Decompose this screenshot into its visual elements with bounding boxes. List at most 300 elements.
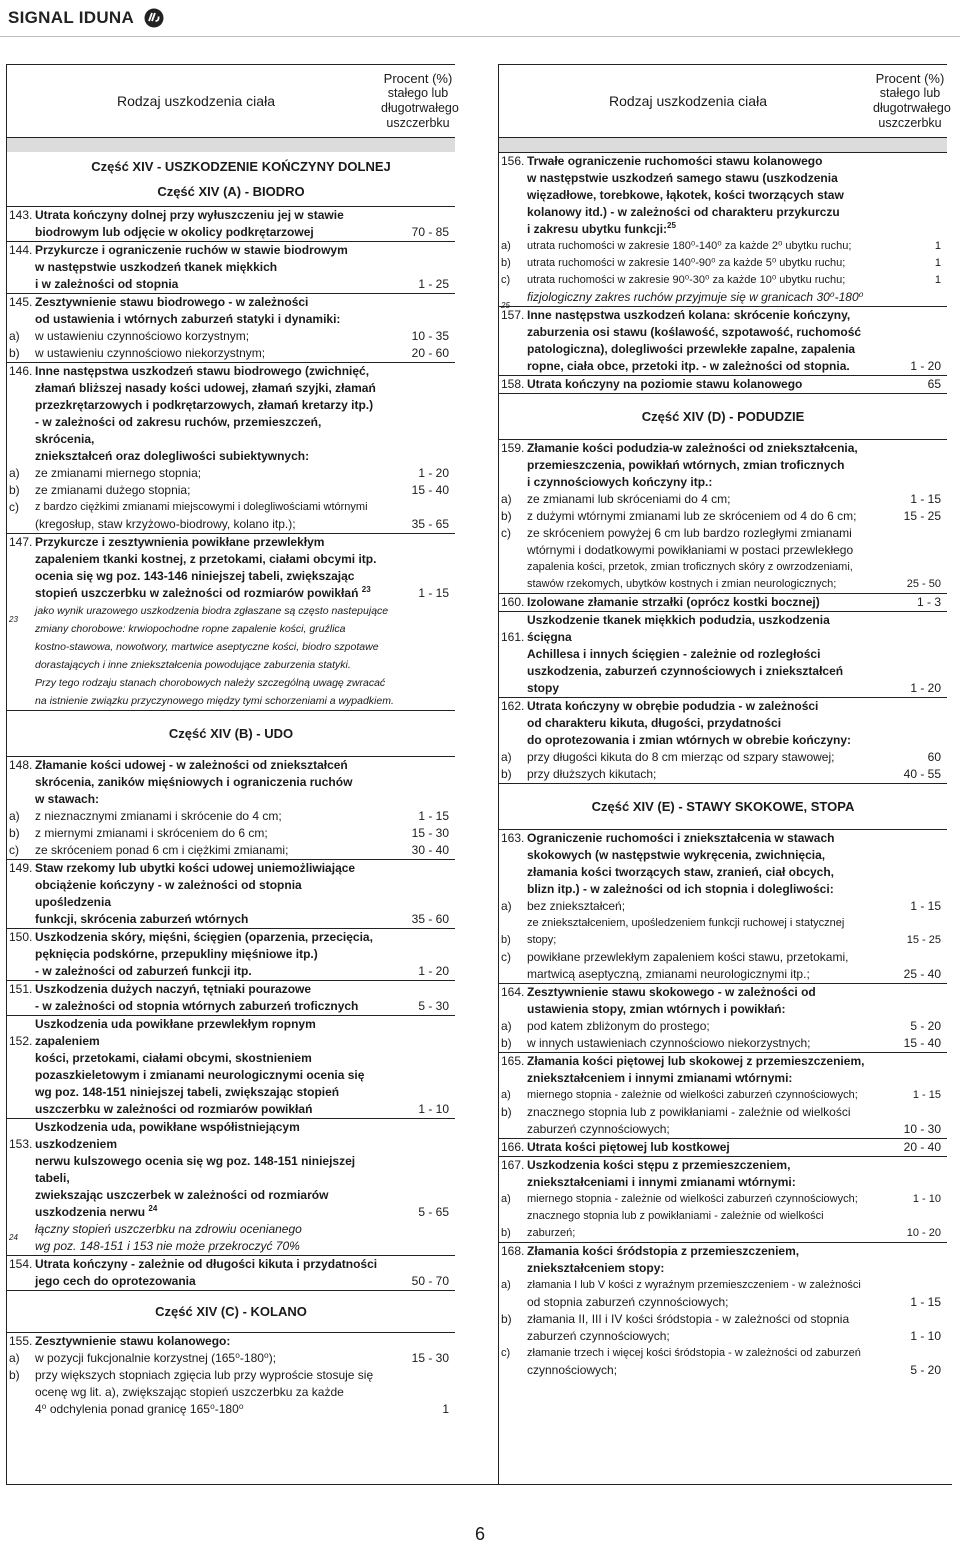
table-row — [499, 238, 947, 255]
item-text: zaburzenia osi stawu (koślawość, szpotawość, ruchomość — [527, 325, 862, 339]
item-number: a) — [501, 1019, 512, 1033]
item-number: 166. — [501, 1140, 525, 1154]
item-text: kolanowy itd.) - w zależności od charakteru przykurczu — [527, 205, 840, 219]
entry-166 — [499, 1138, 947, 1156]
table-row — [7, 276, 455, 293]
item-number: c) — [501, 274, 511, 286]
table-row — [499, 358, 947, 375]
table-row — [7, 311, 455, 328]
table-row — [499, 915, 947, 949]
item-text: od charakteru kikuta, długości, przydatności — [527, 716, 782, 730]
value-151: 5 - 30 — [418, 999, 449, 1013]
table-row — [499, 153, 947, 170]
table-row — [7, 929, 455, 946]
item-number: a) — [9, 466, 20, 480]
table-row — [7, 1350, 455, 1367]
item-text: i zakresu ubytku funkcji: — [527, 222, 668, 236]
item-text: obciążenie kończyny - w zależności od stopnia upośledzenia — [35, 878, 302, 909]
table-row — [7, 1050, 455, 1067]
percent-header-l2: stałego lub — [879, 86, 941, 100]
table-row — [7, 1016, 455, 1050]
item-text: pęknięcia podskórne, przepukliny mięśniowe itp.) — [35, 947, 318, 961]
table-row — [499, 749, 947, 766]
entry-158 — [499, 375, 947, 393]
table-row — [499, 1294, 947, 1311]
item-text: złamań bliższej nasady kości udowej, złamań szyjki, złamań — [35, 381, 376, 395]
table-row — [7, 1084, 455, 1101]
table-row — [7, 551, 455, 568]
table-row: 25 fizjologiczny zakres ruchów przyjmuje się w granicach 30⁰-180⁰ — [499, 289, 947, 306]
item-text: czynnościowych; — [527, 1363, 618, 1377]
item-text: Utrata kończyny - zależnie od długości kikuta i przydatności — [35, 1257, 378, 1271]
table-row — [7, 860, 455, 877]
table-row — [499, 847, 947, 864]
entry-164 — [499, 983, 947, 1052]
item-number: 159. — [501, 441, 525, 455]
value-159a: 1 - 15 — [910, 492, 941, 506]
item-text: złamania kości tworzących staw, zranień, ciał obcych, — [527, 865, 835, 879]
item-number: a) — [501, 1279, 511, 1291]
value-163a: 1 - 15 — [910, 899, 941, 913]
entry-160 — [499, 593, 947, 611]
value-168b: 1 - 10 — [910, 1329, 941, 1343]
value-164b: 15 - 40 — [903, 1036, 941, 1050]
item-text: Zesztywnienie stawu biodrowego - w zależności — [35, 295, 309, 309]
item-number: a) — [501, 1193, 511, 1205]
table-row — [7, 482, 455, 499]
table-row — [7, 1153, 455, 1187]
table-row — [7, 946, 455, 963]
brand-name: SIGNAL IDUNA — [8, 8, 135, 27]
item-number: a) — [9, 809, 20, 823]
value-148c: 30 - 40 — [411, 843, 449, 857]
value-159c: 25 - 50 — [906, 578, 941, 590]
value-144: 1 - 25 — [418, 277, 449, 291]
value-168a: 1 - 15 — [910, 1295, 941, 1309]
table-row — [7, 757, 455, 774]
entry-163 — [499, 829, 947, 983]
item-text: powikłane przewlekłym zapaleniem kości stawu, przetokami, — [527, 950, 849, 964]
percent-header — [873, 71, 951, 131]
item-text: ropne, ciała obce, przetoki itp. - w zależności od stopnia. — [527, 359, 850, 373]
item-text: ze skróceniem ponad 6 cm i ciężkimi zmianami; — [35, 843, 289, 857]
table-row — [7, 963, 455, 980]
table-row — [499, 1087, 947, 1104]
table-row: 24 łączny stopień uszczerbku na zdrowiu ocenianego — [7, 1221, 455, 1238]
part-title-d: Część XIV (D) - PODUDZIE — [641, 409, 805, 424]
table-row — [7, 1367, 455, 1384]
item-number: b) — [501, 1312, 512, 1326]
item-text: kości, przetokami, ciałami obcymi, skostnieniem — [35, 1051, 312, 1065]
item-number: b) — [501, 1036, 512, 1050]
table-row — [7, 499, 455, 516]
item-text — [35, 585, 383, 602]
item-text: od stopnia zaburzeń czynnościowych; — [527, 1295, 729, 1309]
item-number: 163. — [501, 831, 525, 845]
table-row — [499, 732, 947, 749]
item-text: przezkrętarzowych i podkrętarzowych, złamań kretarzy itp.) — [35, 398, 374, 412]
table-row — [499, 474, 947, 491]
item-text: przy dłuższych kikutach; — [527, 767, 657, 781]
value-152: 1 - 10 — [418, 1102, 449, 1116]
table-row — [7, 1273, 455, 1290]
table-row — [7, 1238, 455, 1255]
table-row — [7, 674, 455, 692]
table-row — [7, 998, 455, 1015]
item-text: Uszkodzenia uda, powikłane współistniejącym uszkodzeniem — [35, 1120, 300, 1151]
item-text: i w zależności od stopnia — [35, 277, 179, 291]
gray-band — [499, 138, 947, 152]
value-156a: 1 — [934, 240, 941, 252]
item-number: 148. — [9, 758, 33, 772]
item-text: uszkodzenia nerwu — [35, 1205, 146, 1219]
item-text: Ograniczenie ruchomości i zniekształcenia w stawach — [527, 831, 835, 845]
table-row — [7, 656, 455, 674]
table-row: 23 jako wynik urazowego uszkodzenia biodra zgłaszane są często nastepujące — [7, 602, 455, 620]
item-text: Utrata kończyny w obrębie podudzia - w zależności — [527, 699, 819, 713]
item-text: znacznego stopnia lub z powikłaniami - zależnie od wielkości — [527, 1105, 851, 1119]
item-text: kostno-stawowa, nowotwory, martwice aseptyczne kości, biodro szpotawe — [35, 641, 379, 653]
item-text: Przykurcze i ograniczenie ruchów w stawie biodrowym — [35, 243, 348, 257]
table-row — [499, 1035, 947, 1052]
item-number: a) — [501, 240, 511, 252]
value-149: 35 - 60 — [411, 912, 449, 926]
value-162b: 40 - 55 — [903, 767, 941, 781]
table-row — [7, 911, 455, 928]
item-text: Uszkodzenia uda powikłane przewlekłym ropnym zapaleniem — [35, 1017, 316, 1048]
value-147: 1 - 15 — [418, 586, 449, 600]
item-text: wg poz. 148-151 i 153 nie może przekroczyć 70% — [35, 1239, 300, 1253]
table-row — [499, 559, 947, 576]
item-number: 160. — [501, 595, 525, 609]
bottom-divider — [6, 1484, 952, 1485]
item-number: 168. — [501, 1244, 525, 1258]
table-row — [7, 1187, 455, 1204]
item-number: b) — [501, 934, 511, 946]
table-row — [499, 440, 947, 457]
item-number: 157. — [501, 308, 525, 322]
item-number: b) — [9, 483, 20, 497]
item-text: - w zależności od stopnia wtórnych zaburzeń troficznych — [35, 999, 359, 1013]
table-row — [499, 542, 947, 559]
table-row — [7, 414, 455, 448]
item-text: ocenę wg lit. a), zwiększając stopień uszczerbku za każde — [35, 1385, 344, 1399]
entry-165 — [499, 1052, 947, 1138]
item-text: miernego stopnia - zależnie od wielkości zaburzeń czynnościowych; — [527, 1193, 858, 1205]
table-row — [499, 766, 947, 783]
item-text: Zesztywnienie stawu skokowego - w zależności od — [527, 985, 816, 999]
item-text: ze zniekształceniem, upośledzeniem funkcji ruchowej i statycznej stopy; — [527, 917, 845, 946]
item-text: ocenia się wg poz. 143-146 niniejszej tabeli, zwiększając — [35, 569, 355, 583]
table-row — [499, 1001, 947, 1018]
item-text: Utrata kończyny na poziomie stawu kolanowego — [527, 377, 803, 391]
item-number: b) — [9, 1368, 20, 1382]
item-text: w stawach: — [35, 792, 100, 806]
item-number: a) — [9, 1351, 20, 1365]
percent-header-l4: uszczerbku — [386, 116, 450, 130]
percent-header-l1: Procent (%) — [875, 71, 945, 86]
item-text: w następstwie uszkodzeń tkanek miękkich — [35, 260, 278, 274]
table-row — [7, 224, 455, 241]
value-150: 1 - 20 — [418, 964, 449, 978]
table-row — [499, 1345, 947, 1362]
item-text: Trwałe ograniczenie ruchomości stawu kolanowego — [527, 154, 823, 168]
table-row — [499, 324, 947, 341]
item-text: utrata ruchomości w zakresie 180⁰-140⁰ za każde 2⁰ ubytku ruchu; — [527, 240, 852, 252]
item-text: Utrata kości piętowej lub kostkowej — [527, 1140, 730, 1154]
item-text: Achillesa i innych ścięgien - zależnie od rozległości — [527, 647, 821, 661]
value-156c: 1 — [934, 274, 941, 286]
item-text — [35, 1204, 383, 1221]
item-text: do oprotezowania i zmian wtórnych w obrebie kończyny: — [527, 733, 852, 747]
entry-159 — [499, 439, 947, 593]
item-text: ze zmianami lub skróceniami do 4 cm; — [527, 492, 731, 506]
value-167b: 10 - 20 — [906, 1227, 941, 1239]
table-row — [499, 508, 947, 525]
item-number: c) — [9, 843, 19, 857]
entry-162 — [499, 697, 947, 783]
table-row — [499, 376, 947, 393]
item-number: b) — [501, 509, 512, 523]
item-text: Złamania kości śródstopia z przemieszczeniem, — [527, 1244, 800, 1258]
value-165b: 10 - 30 — [903, 1122, 941, 1136]
table-row — [7, 294, 455, 311]
footnote-marker: 24 — [148, 1204, 158, 1213]
table-row — [7, 1256, 455, 1273]
item-text: zmiany chorobowe: krwiopochodne ropne zapalenie kości, gruźlica — [35, 623, 346, 635]
part-title-a: Część XIV (A) - BIODRO — [157, 184, 305, 199]
value-164a: 5 - 20 — [910, 1019, 941, 1033]
table-row — [499, 646, 947, 663]
item-text: stopień uszczerbku w zależności od rozmiarów powikłań — [35, 586, 359, 600]
percent-header-l3: długotrwałego — [873, 101, 951, 115]
entry-150 — [7, 928, 455, 980]
item-text: w pozycji fukcjonalnie korzystnej (165⁰-180⁰); — [35, 1351, 277, 1365]
table-row — [499, 1174, 947, 1191]
brand-divider — [0, 36, 960, 37]
entry-154 — [7, 1255, 455, 1290]
item-text: Staw rzekomy lub ubytki kości udowej uniemożliwiające — [35, 861, 356, 875]
item-text: i czynnościowych kończyny itp.: — [527, 475, 713, 489]
value-154: 50 - 70 — [411, 1274, 449, 1288]
item-text: z bardzo ciężkimi zmianami miejscowymi i dolegliwościami wtórnymi — [35, 501, 368, 513]
part-title-b: Część XIV (B) - UDO — [168, 726, 294, 741]
table-row — [499, 255, 947, 272]
table-row — [7, 534, 455, 551]
table-row — [499, 966, 947, 983]
item-text: pozaszkieletowym i zmianami neurologicznymi ocenia się — [35, 1068, 365, 1082]
item-text: miernego stopnia - zależnie od wielkości zaburzeń czynnościowych; — [527, 1089, 858, 1101]
percent-header — [381, 71, 459, 131]
item-number: b) — [9, 826, 20, 840]
table-row — [499, 1053, 947, 1070]
item-text: patologiczna), dolegliwości przewlekłe zapalne, zapalenia — [527, 342, 856, 356]
item-text — [527, 221, 875, 238]
value-160: 1 - 3 — [916, 595, 941, 609]
table-row — [7, 259, 455, 276]
part-title-e: Część XIV (E) - STAWY SKOKOWE, STOPA — [591, 799, 855, 814]
table-row — [7, 638, 455, 656]
item-number: 162. — [501, 699, 525, 713]
value-168c: 5 - 20 — [910, 1363, 941, 1377]
table-row — [499, 1104, 947, 1121]
entry-152 — [7, 1015, 455, 1118]
entry-148 — [7, 756, 455, 859]
item-text: fizjologiczny zakres ruchów przyjmuje się w granicach 30⁰-180⁰ — [527, 290, 864, 304]
table-row — [499, 1018, 947, 1035]
table-row — [499, 898, 947, 915]
value-163b: 15 - 25 — [906, 934, 941, 946]
table-row — [499, 457, 947, 474]
item-text: Uszkodzenia dużych naczyń, tętniaki pourazowe — [35, 982, 312, 996]
table-row — [7, 1119, 455, 1153]
table-row — [7, 363, 455, 380]
value-157: 1 - 20 — [910, 359, 941, 373]
brand-header — [8, 6, 164, 30]
table-row — [499, 525, 947, 542]
item-text: zaburzeń czynnościowych; — [527, 1122, 670, 1136]
value-146a: 1 - 20 — [418, 466, 449, 480]
entry-151 — [7, 980, 455, 1015]
item-number: 155. — [9, 1334, 33, 1348]
item-text: Zesztywnienie stawu kolanowego: — [35, 1334, 231, 1348]
percent-header-l4: uszczerbku — [878, 116, 942, 130]
item-text: Uszkodzenia kości stępu z przemieszczeniem, — [527, 1158, 791, 1172]
table-row — [7, 1384, 455, 1401]
entry-153 — [7, 1118, 455, 1255]
table-row — [7, 448, 455, 465]
item-number: 167. — [501, 1158, 525, 1172]
table-row — [7, 825, 455, 842]
item-text: w następstwie uszkodzeń samego stawu (uszkodzenia — [527, 171, 838, 185]
table-row — [7, 692, 455, 710]
table-row — [499, 1139, 947, 1156]
item-text: złamania II, III i IV kości śródstopia - w zależności od stopnia — [527, 1312, 850, 1326]
item-text: utrata ruchomości w zakresie 140⁰-90⁰ za każde 5⁰ ubytku ruchu; — [527, 257, 846, 269]
item-text: zniekształceń oraz dolegliwości subiektywnych: — [35, 449, 310, 463]
item-number: 151. — [9, 982, 33, 996]
item-text: - w zależności od zaburzeń funkcji itp. — [35, 964, 252, 978]
table-row — [499, 594, 947, 611]
item-text: ze zmianami miernego stopnia; — [35, 466, 202, 480]
item-text: zniekształceniami i innymi zmianami wtórnymi: — [527, 1175, 796, 1189]
value-161: 1 - 20 — [910, 681, 941, 695]
table-row — [7, 1067, 455, 1084]
footnote-marker: 25 — [667, 221, 676, 230]
value-148b: 15 - 30 — [411, 826, 449, 840]
item-text: ustawienia stopy, zmian wtórnych i powikłań: — [527, 1002, 786, 1016]
table-row — [7, 397, 455, 414]
item-number: b) — [9, 346, 20, 360]
item-text: znacznego stopnia lub z powikłaniami - zależnie od wielkości zaburzeń; — [527, 1210, 824, 1239]
value-166: 20 - 40 — [903, 1140, 941, 1154]
item-number: 165. — [501, 1054, 525, 1068]
item-number: 164. — [501, 985, 525, 999]
item-text: skrócenia, zaników mięśniowych i ograniczenia ruchów — [35, 775, 353, 789]
item-text: Inne następstwa uszkodzeń stawu biodrowego (zwichnięć, — [35, 364, 370, 378]
entry-146 — [7, 362, 455, 533]
item-number: a) — [9, 329, 20, 343]
table-row — [7, 1204, 455, 1221]
table-row — [499, 663, 947, 697]
item-text: dorastających i inne zniekształcenia powodujące zaburzenia statyki. — [35, 659, 351, 671]
gray-band — [7, 138, 455, 152]
table-header-left — [7, 64, 459, 138]
percent-header-l3: długotrwałego — [381, 101, 459, 115]
item-number: b) — [501, 1227, 511, 1239]
item-number: 161. — [501, 630, 525, 644]
entry-168 — [499, 1242, 947, 1379]
item-number: c) — [501, 1347, 511, 1359]
column-title: Rodzaj uszkodzenia ciała — [609, 92, 767, 109]
table-row — [499, 715, 947, 732]
table-row — [499, 204, 947, 221]
table-row — [7, 380, 455, 397]
item-number: 143. — [9, 208, 33, 222]
value-163c: 25 - 40 — [903, 967, 941, 981]
table-row — [7, 585, 455, 602]
item-number: a) — [501, 899, 512, 913]
table-row — [499, 272, 947, 289]
table-row — [499, 1070, 947, 1087]
table-row — [499, 1121, 947, 1138]
item-text: w ustawieniu czynnościowo korzystnym; — [35, 329, 250, 343]
item-text: stawów rzekomych, ubytków kostnych i zmian neurologicznych; — [527, 578, 837, 590]
part-title-c: Część XIV (C) - KOLANO — [155, 1304, 307, 1319]
table-row — [499, 491, 947, 508]
table-row — [7, 791, 455, 808]
item-number: 149. — [9, 861, 33, 875]
table-row — [7, 808, 455, 825]
item-number: 146. — [9, 364, 33, 378]
value-155a: 15 - 30 — [411, 1351, 449, 1365]
item-number: a) — [501, 492, 512, 506]
table-row — [7, 207, 455, 224]
item-text: więzadłowe, torebkowe, łąkotek, kości tworzących staw — [527, 188, 844, 202]
item-text: 4⁰ odchylenia ponad granicę 165⁰-180⁰ — [35, 1402, 244, 1416]
table-row — [499, 1362, 947, 1379]
table-row — [499, 576, 947, 593]
item-text: wg poz. 148-151 niniejszej tabeli, zwiększając stopień — [35, 1085, 340, 1099]
item-number: a) — [501, 750, 512, 764]
item-number: b) — [501, 257, 511, 269]
item-text: Inne następstwa uszkodzeń kolana: skrócenie kończyny, — [527, 308, 851, 322]
item-text: złamanie trzech i więcej kości śródstopia - w zależności od zaburzeń — [527, 1347, 861, 1359]
item-number: 147. — [9, 535, 33, 549]
item-number: c) — [501, 950, 511, 964]
table-row — [499, 1311, 947, 1328]
right-column — [498, 64, 951, 1484]
table-row — [499, 1157, 947, 1174]
item-text: pod katem zbliżonym do prostego; — [527, 1019, 710, 1033]
table-row — [499, 1191, 947, 1208]
item-text: łączny stopień uszczerbku na zdrowiu ocenianego — [35, 1222, 302, 1236]
table-row — [499, 307, 947, 324]
item-text: z dużymi wtórnymi zmianami lub ze skróceniem od 4 do 6 cm; — [527, 509, 857, 523]
table-row — [499, 881, 947, 898]
item-text: uszczerbku w zależności od rozmiarów powikłań — [35, 1102, 313, 1116]
item-text: zaburzeń czynnościowych; — [527, 1329, 670, 1343]
value-145a: 10 - 35 — [411, 329, 449, 343]
table-row — [499, 612, 947, 646]
table-row — [499, 341, 947, 358]
page-number: 6 — [474, 1524, 485, 1544]
percent-header-l1: Procent (%) — [383, 71, 453, 86]
item-text: uszkodzenia, zaburzeń czynnościowych i zniekształceń stopy — [527, 664, 844, 695]
item-number: a) — [501, 1089, 511, 1101]
item-text: wtórnymi i dodatkowymi powikłaniami w postaci przewlekłego — [527, 543, 854, 557]
table-row — [499, 1243, 947, 1260]
